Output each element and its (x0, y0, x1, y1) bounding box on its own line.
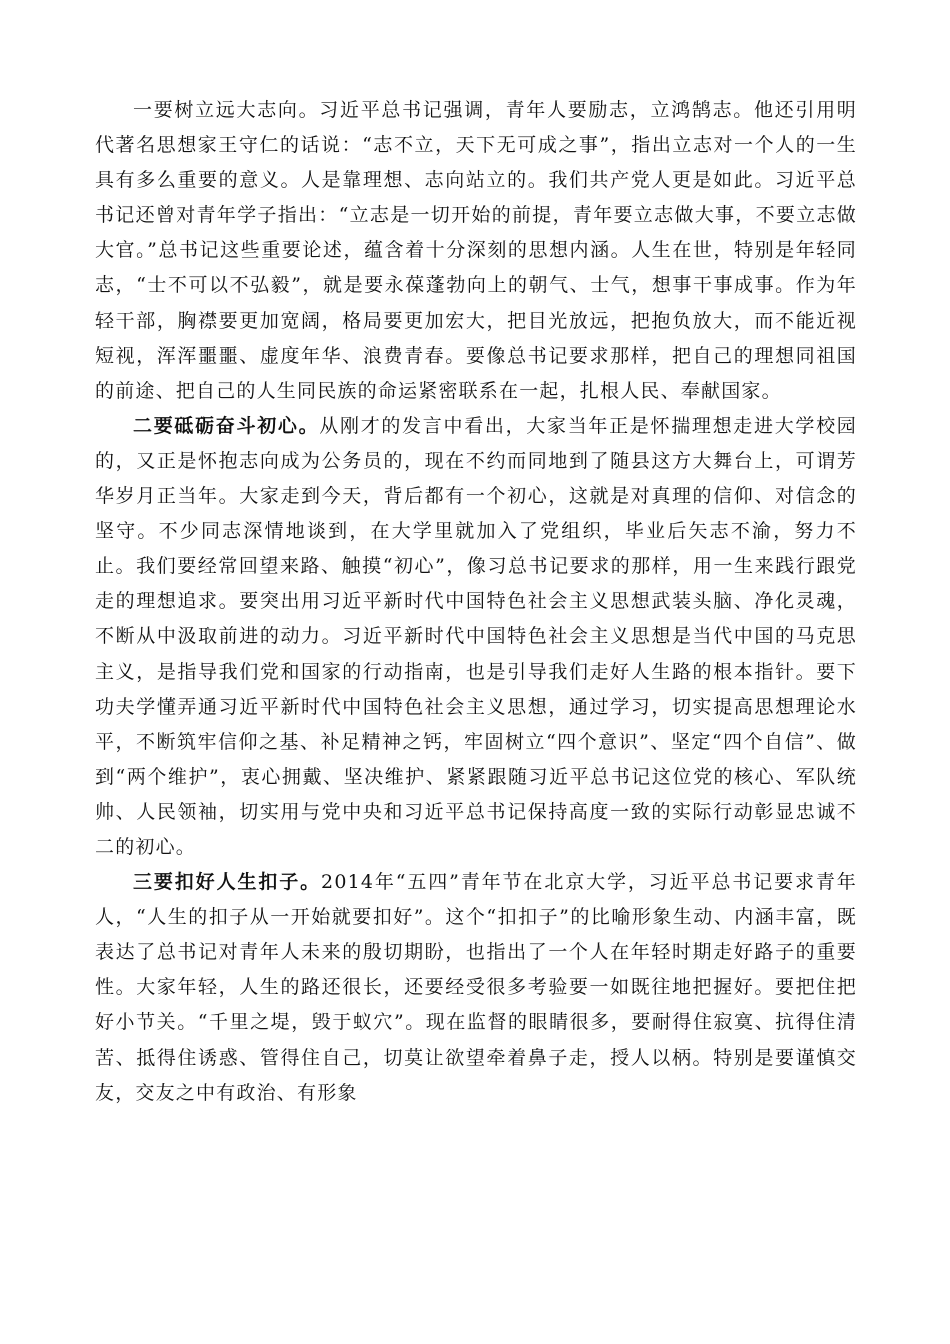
paragraph-body: 一要树立远大志向。习近平总书记强调，青年人要励志，立鸿鹄志。他还引用明代著名思想家王守仁的话说：“志不立，天下无可成之事”，指出立志对一个人的一生具有多么重要的意义。人是靠理想、志向站立的。我们共产党人更是如此。习近平总书记还曾对青年学子指出：“立志是一切开始的前提，青年要立志做大事，不要立志做大官。”总书记这些重要论述，蕴含着十分深刻的思想内涵。人生在世，特别是年轻同志，“士不可以不弘毅”，就是要永葆蓬勃向上的朝气、士气，想事干事成事。作为年轻干部，胸襟要更加宽阔，格局要更加宏大，把目光放远，把抱负放大，而不能近视短视，浑浑噩噩、虚度年华、浪费青春。要像总书记要求那样，把自己的理想同祖国的前途、把自己的人生同民族的命运紧密联系在一起，扎根人民、奉献国家。 (95, 99, 857, 402)
paragraph-body: 从刚才的发言中看出，大家当年正是怀揣理想走进大学校园的，又正是怀抱志向成为公务员的，现在不约而同地到了随县这方大舞台上，可谓芳华岁月正当年。大家走到今天，背后都有一个初心，这就是对真理的信仰、对信念的坚守。不少同志深情地谈到，在大学里就加入了党组织，毕业后矢志不渝，努力不止。我们要经常回望来路、触摸“初心”，像习总书记要求的那样，用一生来践行跟党走的理想追求。要突出用习近平新时代中国特色社会主义思想武装头脑、净化灵魂，不断从中汲取前进的动力。习近平新时代中国特色社会主义思想是当代中国的马克思主义，是指导我们党和国家的行动指南，也是引导我们走好人生路的根本指针。要下功夫学懂弄通习近平新时代中国特色社会主义思想，通过学习，切实提高思想理论水平，不断筑牢信仰之基、补足精神之钙，牢固树立“四个意识”、坚定“四个自信”、做到“两个维护”，衷心拥戴、坚决维护、紧紧跟随习近平总书记这位党的核心、军队统帅、人民领袖，切实用与党中央和习近平总书记保持高度一致的实际行动彰显忠诚不二的初心。 (95, 414, 857, 858)
paragraph-body: 2014年“五四”青年节在北京大学，习近平总书记要求青年人，“人生的扣子从一开始就要扣好”。这个“扣扣子”的比喻形象生动、内涵丰富，既表达了总书记对青年人未来的殷切期盼，也指出了一个人在年轻时期走好路子的重要性。大家年轻，人生的路还很长，还要经受很多考验要一如既往地把握好。要把住把好小节关。“千里之堤，毁于蚁穴”。现在监督的眼睛很多，要耐得住寂寞、抗得住清苦、抵得住诱惑、管得住自己，切莫让欲望牵着鼻子走，授人以柄。特别是要谨慎交友，交友之中有政治、有形象 (95, 871, 857, 1104)
paragraph-original-aspiration (95, 409, 857, 865)
paragraph-lead: 三要扣好人生扣子。 (133, 871, 322, 894)
paragraph-life-buttons (95, 865, 857, 1111)
document-page (95, 93, 857, 1111)
paragraph-lead: 二要砥砺奋斗初心。 (133, 414, 320, 437)
paragraph-aspiration (95, 93, 857, 409)
